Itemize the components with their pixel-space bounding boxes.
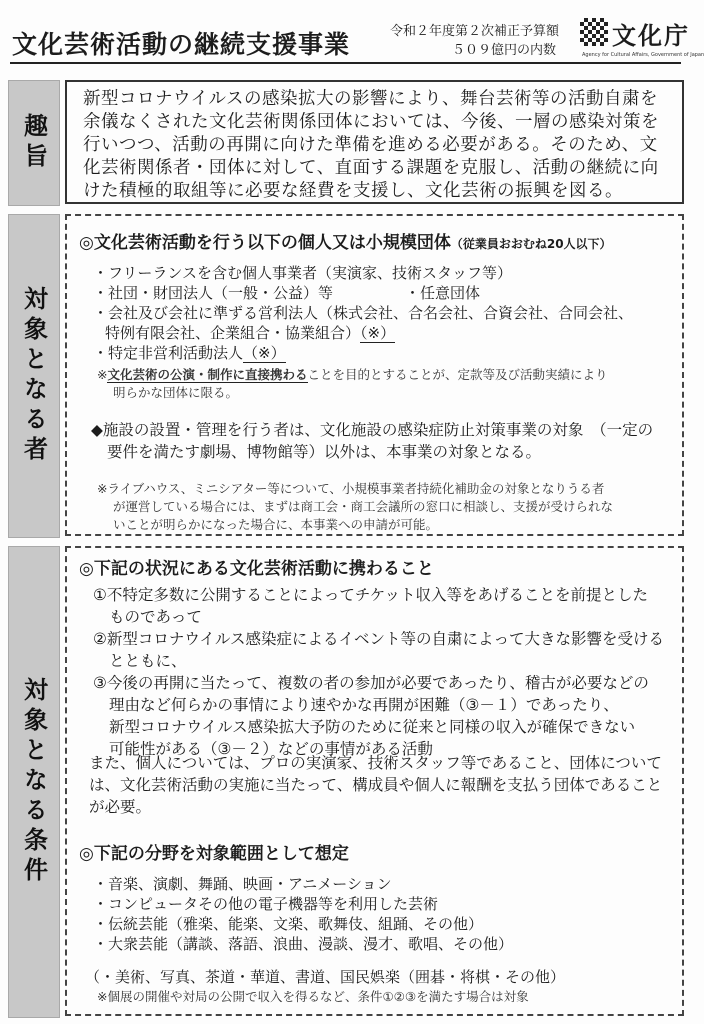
section-label-conditions: 対象となる条件 <box>8 546 60 1018</box>
section-label-eligible-persons: 対象となる者 <box>8 214 60 538</box>
list-item: ・音楽、演劇、舞踊、映画・アニメーション <box>93 875 392 893</box>
list-item: ・任意団体 <box>405 284 481 302</box>
agency-logo <box>580 14 704 64</box>
budget-line-1: 令和２年度第２次補正予算額 <box>390 24 560 39</box>
list-item: ・大衆芸能（講談、落語、浪曲、漫談、漫才、歌唱、その他） <box>93 935 514 953</box>
logo-text: 文化庁 <box>612 22 690 50</box>
facility-note: ◆施設の設置・管理を行う者は、文化施設の感染症防止対策事業の対象 （一定の 要件を満たす劇場、博物館等）以外は、本事業の対象となる。 <box>91 421 654 461</box>
purpose-box <box>65 80 684 204</box>
condition-1: ①不特定多数に公開することによってチケット収入等をあげることを前提とした <box>93 586 649 604</box>
checker-emblem-icon <box>580 18 608 46</box>
footnote-live-houses: ※ライブハウス、ミニシアター等について、小規模事業者持続化補助金の対象となりうる者 が運営している場合には、まずは商工会・商工会議所の窓口に相談し、支援が受けられな いことが明らかになった場合に、本事業への申請が可能。 <box>97 481 614 532</box>
list-item: ・フリーランスを含む個人事業者（実演家、技術スタッフ等） <box>93 264 512 282</box>
list-item: ・会社及び会社に準ずる営利法人（株式会社、合名会社、合資会社、合同会社、 <box>93 304 634 322</box>
footnote-exhibitions: ※個展の開催や対局の公開で収入を得るなど、条件①②③を満たす場合は対象 <box>97 989 529 1004</box>
logo-subtitle: Agency for Cultural Affairs, Government of Japan <box>582 52 704 58</box>
condition-3: ③今後の再開に当たって、複数の者の参加が必要であったり、稽古が必要などの <box>93 674 649 692</box>
footnote-mark: （※） <box>360 324 396 342</box>
list-item: ・社団・財団法人（一般・公益）等 <box>93 284 334 302</box>
page-title: 文化芸術活動の継続支援事業 <box>12 30 351 59</box>
remuneration-paragraph: また、個人については、プロの実演家、技術スタッフ等であること、団体について は、文化芸術活動の実施に当たって、構成員や個人に報酬を支払う団体であること が必要。 <box>89 754 663 816</box>
list-item: ・伝統芸能（雅楽、能楽、文楽、歌舞伎、組踊、その他） <box>93 915 484 933</box>
eligible-persons-box <box>65 214 684 536</box>
list-item: 特例有限会社、企業組合・協業組合）（※） <box>105 324 396 342</box>
eligible-heading: ◎文化芸術活動を行う以下の個人又は小規模団体（従業員おおむね20人以下） <box>79 233 612 253</box>
budget-line-2: ５０９億円の内数 <box>452 43 557 58</box>
condition-2: ②新型コロナウイルス感染症によるイベント等の自粛によって大きな影響を受ける <box>93 630 664 648</box>
condition-list: ①不特定多数に公開することによってチケット収入等をあげることを前提とした ものであって ②新型コロナウイルス感染症によるイベント等の自粛によって大きな影響を受ける とともに、 ③今後の再開に当たって、複数の者の参加が必要であったり、稽古が必要などの 理由など何らかの事情により速やかな再開が困難（③－１）であったり、 新型コロナウイルス感染拡大予防のために従来と同様の収入が確保できない 可能性がある（③－２）などの事情がある活動 <box>93 584 681 760</box>
heading-note: （従業員おおむね20人以下） <box>450 237 612 251</box>
budget-info <box>390 22 559 60</box>
conditions-box <box>65 546 684 1016</box>
footnote-mark: （※） <box>243 344 286 362</box>
fields-heading: ◎下記の分野を対象範囲として想定 <box>79 844 349 864</box>
footnote-direct-involvement: ※文化芸術の公演・制作に直接携わることを目的とすることが、定款等及び活動実績により 明らかな団体に限る。 <box>97 367 608 400</box>
section-label-purpose: 趣旨 <box>8 80 60 206</box>
conditions-heading: ◎下記の状況にある文化芸術活動に携わること <box>79 559 434 579</box>
list-item: ・特定非営利活動法人（※） <box>93 344 286 362</box>
list-item: ・コンピュータその他の電子機器等を利用した芸術 <box>93 895 439 913</box>
list-item: （・美術、写真、茶道・華道、書道、国民娯楽（囲碁・将棋・その他） <box>85 968 566 986</box>
purpose-text: 新型コロナウイルスの感染拡大の影響により、舞台芸術等の活動自粛を余儀なくされた文化芸術関係団体においては、今後、一層の感染対策を行いつつ、活動の再開に向けた準備を進める必要がある。そのため、文化芸術関係者・団体に対して、直面する課題を克服し、活動の継続に向けた積極的取組等に必要な経費を支援し、文化芸術の振興を図る。 <box>83 89 659 201</box>
